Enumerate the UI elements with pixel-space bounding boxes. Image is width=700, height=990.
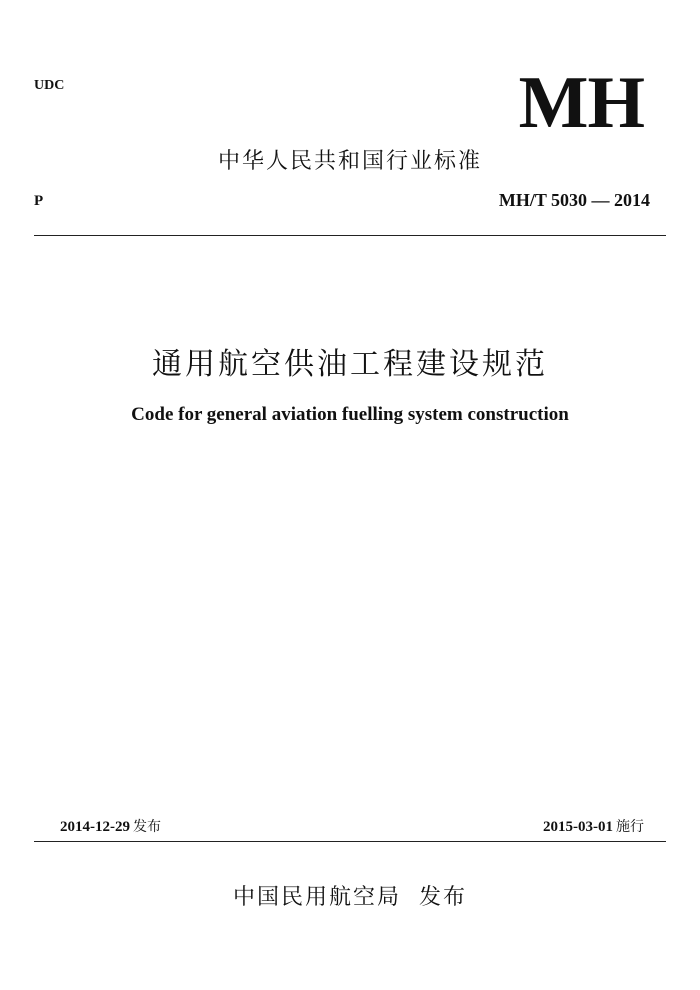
category-code: P	[34, 193, 44, 209]
publisher-verb: 发布	[419, 885, 468, 910]
mh-logo: MH	[518, 62, 644, 144]
issue-date-label: 发布	[133, 819, 161, 835]
standard-type-heading: 中华人民共和国行业标准	[217, 149, 482, 174]
issue-date-value: 2014-12-29	[60, 819, 130, 835]
publisher-name: 中国民用航空局	[232, 885, 401, 910]
publisher-line	[0, 880, 700, 911]
effective-date-label: 施行	[616, 819, 644, 835]
udc-label: UDC	[34, 78, 65, 93]
effective-date	[543, 816, 644, 836]
top-divider	[34, 235, 666, 236]
standard-number: MH/T 5030 — 2014	[498, 190, 650, 210]
bottom-divider	[34, 841, 666, 842]
document-title-chinese: 通用航空供油工程建设规范	[152, 347, 548, 382]
effective-date-value: 2015-03-01	[543, 819, 613, 835]
document-title-english: Code for general aviation fuelling system construction	[131, 404, 569, 425]
issue-date	[60, 816, 161, 836]
